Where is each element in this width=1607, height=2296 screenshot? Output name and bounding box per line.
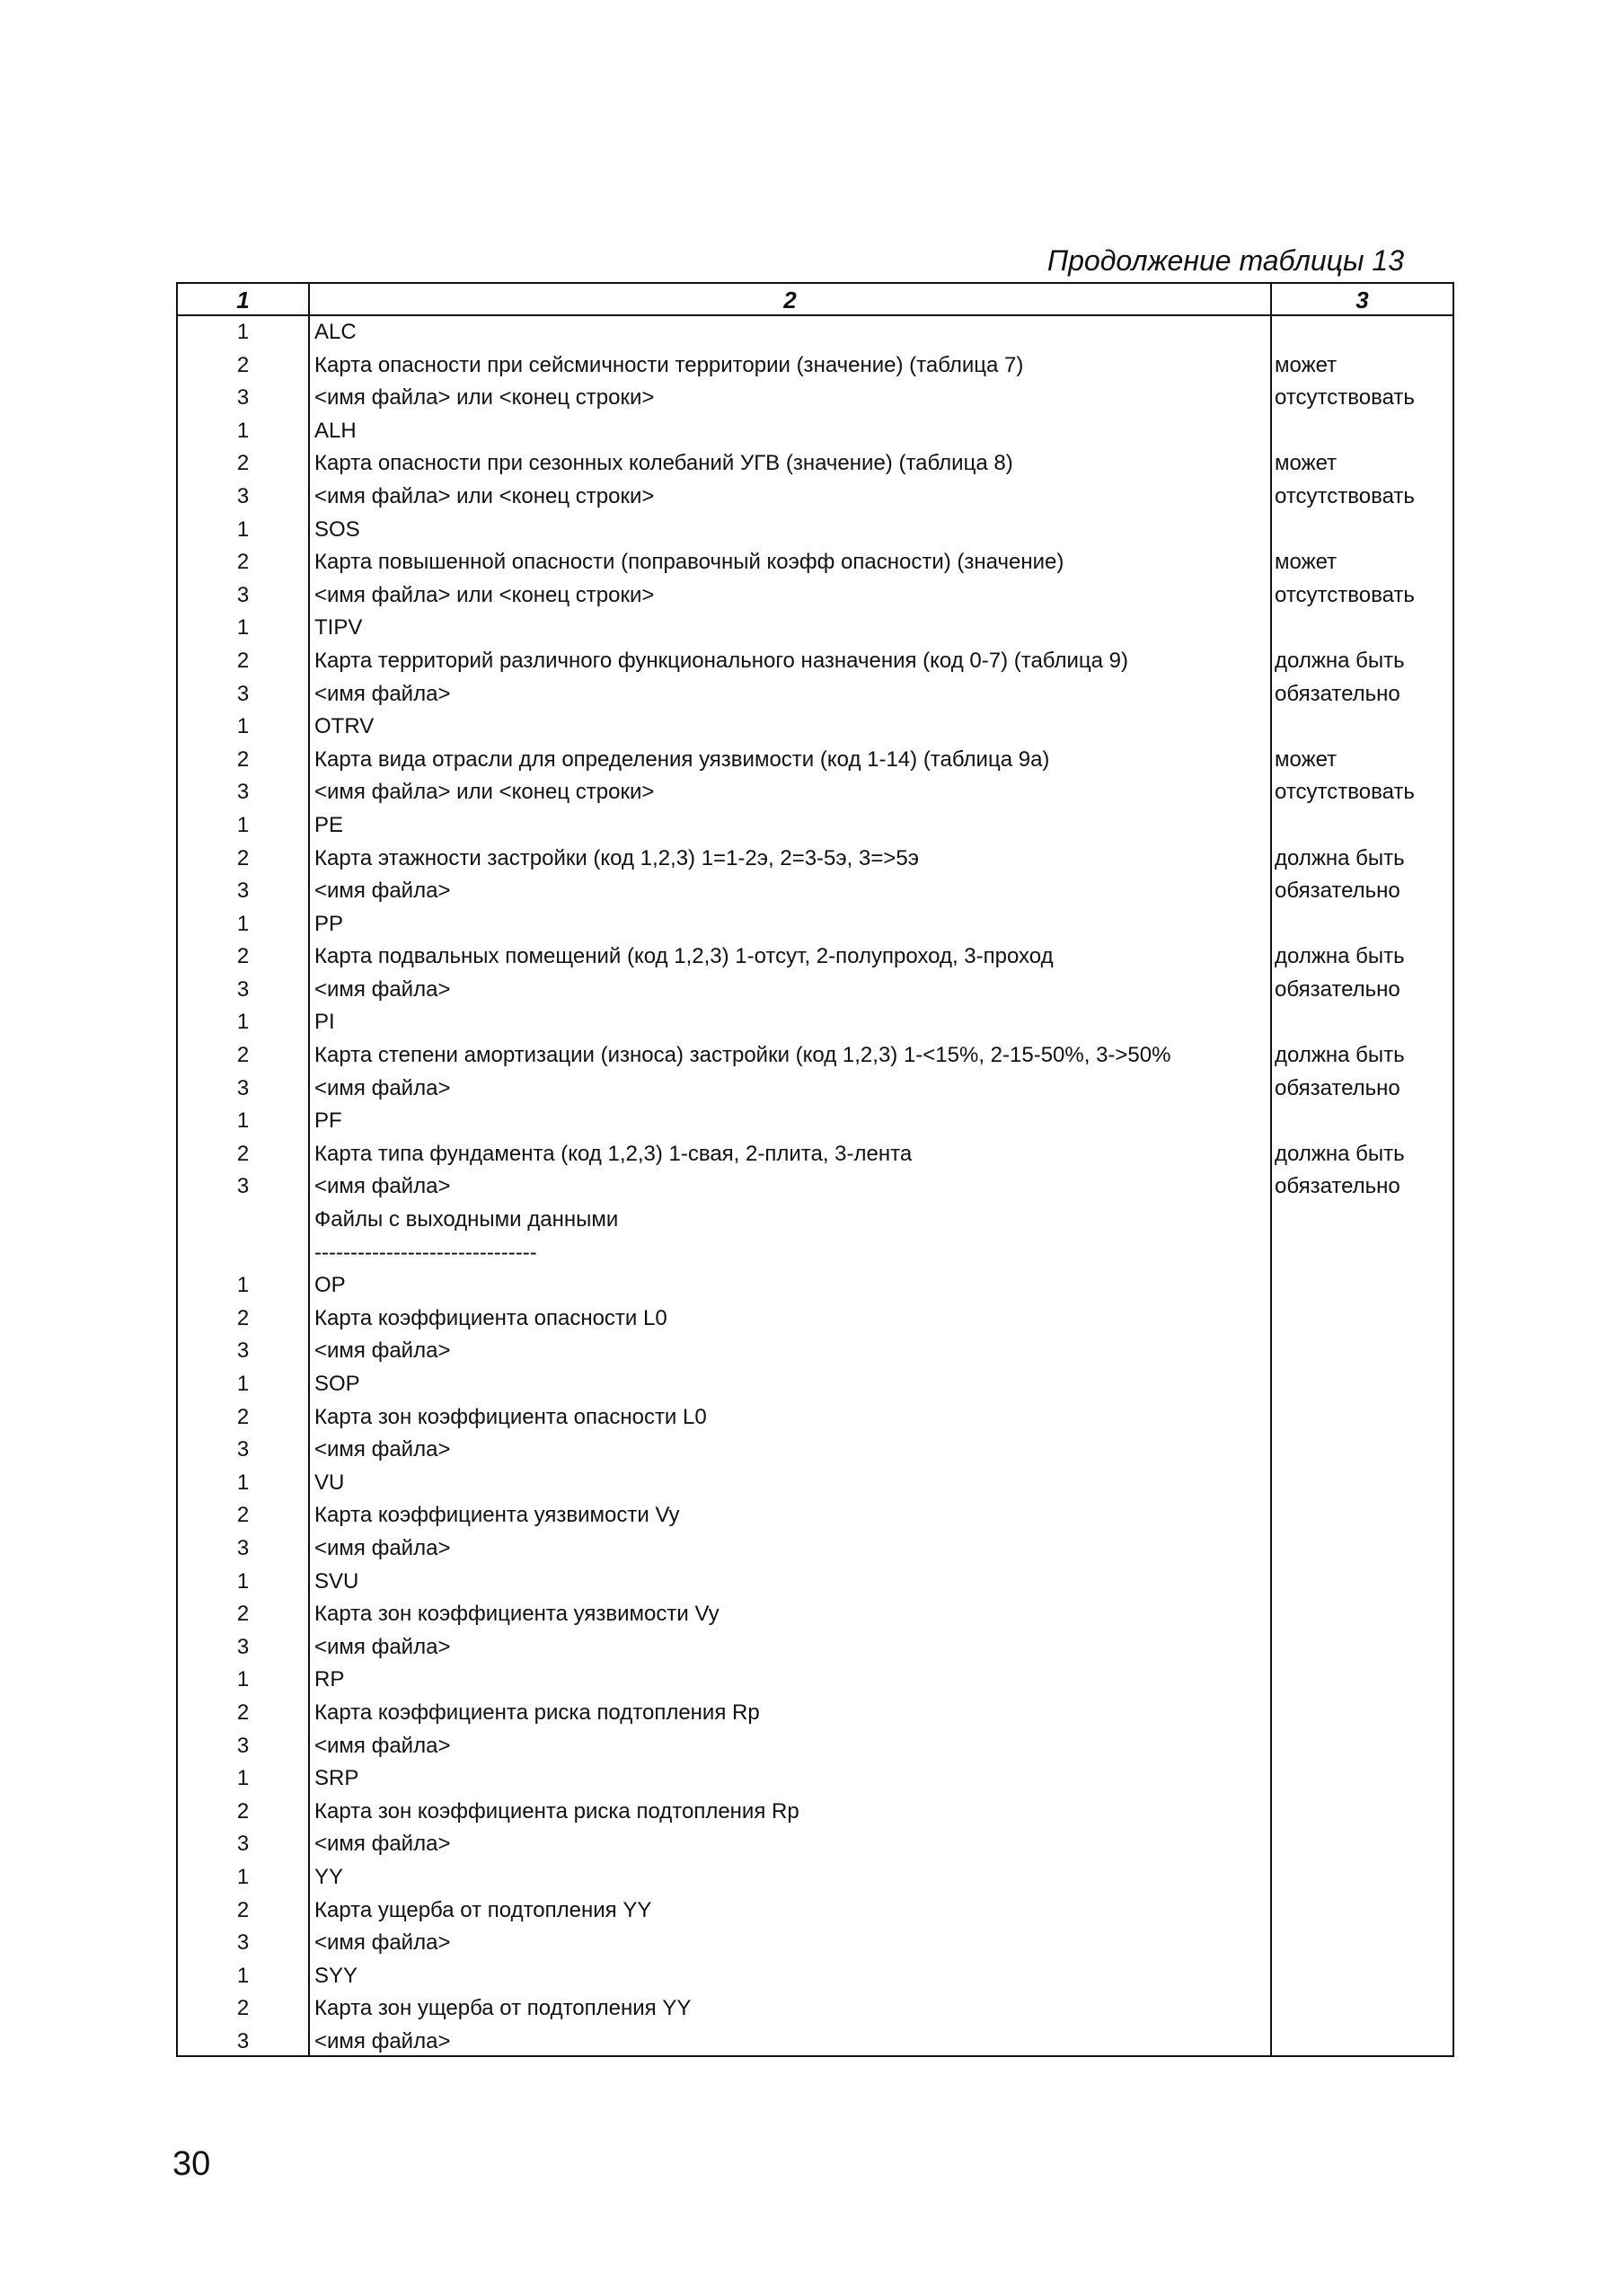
- table-row: [178, 843, 1452, 876]
- row-number: 3: [236, 1733, 250, 1758]
- table-caption: Продолжение таблицы 13: [1046, 244, 1404, 277]
- row-number: 2: [236, 1700, 250, 1725]
- table-row: [178, 1631, 1452, 1665]
- row-number: 3: [236, 681, 250, 706]
- row-description: Карта повышенной опасности (поправочный коэфф опасности) (значение): [314, 550, 1064, 575]
- row-description: Карта этажности застройки (код 1,2,3) 1=1-2э, 2=3-5э, 3=>5э: [314, 845, 919, 870]
- table-row: [178, 1467, 1452, 1500]
- row-number: 3: [236, 1930, 250, 1956]
- row-number: 2: [236, 845, 250, 870]
- table-row: [178, 316, 1452, 349]
- row-requirement: отсутствовать: [1275, 385, 1415, 411]
- table-body: [178, 316, 1452, 2058]
- table-row: [178, 1335, 1452, 1368]
- row-number: 1: [236, 418, 250, 443]
- row-description: ALC: [314, 320, 357, 344]
- table-row: [178, 1204, 1452, 1237]
- table-row: [178, 1566, 1452, 1599]
- row-description: SYY: [314, 1963, 358, 1988]
- row-requirement: может: [1275, 746, 1338, 772]
- row-description: Карта коэффициента риска подтопления Rp: [314, 1700, 760, 1725]
- table-row: [178, 514, 1452, 547]
- row-description: Карта зон ущерба от подтопления YY: [314, 1996, 692, 2021]
- row-description: <имя файла>: [314, 2028, 451, 2053]
- row-description: RP: [314, 1667, 345, 1692]
- row-number: 3: [236, 2028, 250, 2053]
- row-number: 3: [236, 1634, 250, 1659]
- row-description: <имя файла>: [314, 1535, 451, 1560]
- row-number: 1: [236, 812, 250, 837]
- table-row: [178, 1730, 1452, 1763]
- row-description: Карта зон коэффициента уязвимости Vy: [314, 1602, 720, 1627]
- table-row: [178, 1499, 1452, 1532]
- table-row: [178, 1006, 1452, 1039]
- row-number: 3: [236, 1535, 250, 1560]
- row-description: Карта территорий различного функционального назначения (код 0-7) (таблица 9): [314, 648, 1128, 673]
- table-row: [178, 1927, 1452, 1960]
- row-number: 3: [236, 879, 250, 904]
- row-requirement: может: [1275, 352, 1338, 377]
- table-row: [178, 875, 1452, 908]
- row-requirement: должна быть: [1275, 1141, 1405, 1166]
- row-number: 1: [236, 1667, 250, 1692]
- row-requirement: должна быть: [1275, 845, 1405, 870]
- row-description: <имя файла> или <конец строки>: [314, 385, 655, 411]
- table-row: [178, 447, 1452, 481]
- table-row: [178, 1598, 1452, 1631]
- data-table: [176, 282, 1454, 2057]
- row-description: <имя файла> или <конец строки>: [314, 582, 655, 607]
- table-row: [178, 645, 1452, 678]
- row-number: 2: [236, 648, 250, 673]
- row-number: 2: [236, 1043, 250, 1068]
- row-number: 1: [236, 517, 250, 542]
- row-description: Карта коэффициента опасности L0: [314, 1305, 667, 1330]
- row-description: YY: [314, 1864, 344, 1889]
- row-number: 1: [236, 615, 250, 640]
- row-description: Файлы с выходными данными: [314, 1207, 619, 1232]
- table-row: [178, 1992, 1452, 2026]
- table-row: [178, 349, 1452, 383]
- row-number: 2: [236, 944, 250, 969]
- row-number: 1: [236, 1864, 250, 1889]
- row-number: 3: [236, 1174, 250, 1199]
- row-description: <имя файла>: [314, 1338, 451, 1364]
- row-number: 3: [236, 483, 250, 508]
- row-description: <имя файла>: [314, 1832, 451, 1857]
- row-number: 1: [236, 911, 250, 936]
- row-description: <имя файла>: [314, 1437, 451, 1462]
- table-row: [178, 1039, 1452, 1073]
- row-requirement: может: [1275, 451, 1338, 476]
- row-description: OTRV: [314, 714, 375, 739]
- table-row: [178, 1828, 1452, 1861]
- row-number: 3: [236, 1075, 250, 1100]
- row-description: Карта вида отрасли для определения уязвимости (код 1-14) (таблица 9а): [314, 746, 1050, 772]
- row-description: SOP: [314, 1372, 360, 1396]
- row-number: 1: [236, 1372, 250, 1396]
- row-description: PF: [314, 1108, 342, 1134]
- row-number: 2: [236, 1798, 250, 1824]
- row-description: <имя файла>: [314, 1930, 451, 1956]
- table-row: [178, 382, 1452, 415]
- row-number: 2: [236, 451, 250, 476]
- table-row: [178, 1237, 1452, 1270]
- row-description: Карта опасности при сейсмичности территории (значение) (таблица 7): [314, 352, 1024, 377]
- table-row: [178, 908, 1452, 941]
- table-row: [178, 1170, 1452, 1204]
- row-description: <имя файла>: [314, 1733, 451, 1758]
- row-number: 1: [236, 714, 250, 739]
- row-number: 1: [236, 1766, 250, 1791]
- table-row: [178, 481, 1452, 514]
- table-row: [178, 1960, 1452, 1993]
- row-description: Карта типа фундамента (код 1,2,3) 1-свая, 2-плита, 3-лента: [314, 1141, 913, 1166]
- row-description: <имя файла>: [314, 1075, 451, 1100]
- row-description: -------------------------------: [314, 1240, 537, 1265]
- row-number: 1: [236, 1273, 250, 1298]
- row-description: VU: [314, 1470, 345, 1495]
- row-description: PI: [314, 1010, 335, 1035]
- row-requirement: обязательно: [1275, 681, 1400, 706]
- table-row: [178, 1105, 1452, 1138]
- row-description: SRP: [314, 1766, 359, 1791]
- table-row: [178, 1368, 1452, 1401]
- table-row: [178, 1303, 1452, 1336]
- table-row: [178, 2026, 1452, 2059]
- table-row: [178, 612, 1452, 645]
- page-number: 30: [172, 2145, 211, 2183]
- row-number: 2: [236, 352, 250, 377]
- row-description: SOS: [314, 517, 360, 542]
- row-number: 1: [236, 1470, 250, 1495]
- row-number: 1: [236, 1568, 250, 1594]
- row-requirement: может: [1275, 550, 1338, 575]
- table-row: [178, 1401, 1452, 1435]
- row-description: <имя файла>: [314, 976, 451, 1002]
- table-row: [178, 415, 1452, 448]
- table-row: [178, 1861, 1452, 1894]
- row-requirement: должна быть: [1275, 944, 1405, 969]
- row-number: 2: [236, 746, 250, 772]
- row-description: <имя файла>: [314, 1634, 451, 1659]
- row-requirement: обязательно: [1275, 879, 1400, 904]
- table-row: [178, 776, 1452, 809]
- row-description: Карта подвальных помещений (код 1,2,3) 1-отсут, 2-полупроход, 3-проход: [314, 944, 1054, 969]
- table-row: [178, 579, 1452, 613]
- row-number: 2: [236, 1404, 250, 1429]
- column-header-3: 3: [1355, 287, 1369, 313]
- row-requirement: обязательно: [1275, 1075, 1400, 1100]
- row-description: Карта зон коэффициента опасности L0: [314, 1404, 707, 1429]
- table-row: [178, 711, 1452, 744]
- table-row: [178, 1532, 1452, 1566]
- row-number: 2: [236, 1503, 250, 1528]
- table-row: [178, 1269, 1452, 1303]
- row-requirement: должна быть: [1275, 1043, 1405, 1068]
- row-description: <имя файла> или <конец строки>: [314, 780, 655, 805]
- table-row: [178, 974, 1452, 1007]
- row-requirement: обязательно: [1275, 976, 1400, 1002]
- row-description: Карта степени амортизации (износа) застройки (код 1,2,3) 1-<15%, 2-15-50%, 3->50%: [314, 1043, 1171, 1068]
- column-header-1: 1: [236, 287, 250, 313]
- row-description: SVU: [314, 1568, 359, 1594]
- table-row: [178, 1894, 1452, 1928]
- row-number: 1: [236, 1108, 250, 1134]
- row-number: 3: [236, 976, 250, 1002]
- row-description: Карта коэффициента уязвимости Vy: [314, 1503, 680, 1528]
- row-requirement: обязательно: [1275, 1174, 1400, 1199]
- row-description: OP: [314, 1273, 346, 1298]
- table-row: [178, 678, 1452, 711]
- row-number: 1: [236, 1010, 250, 1035]
- column-header-2: 2: [783, 287, 797, 313]
- table-row: [178, 1796, 1452, 1829]
- row-requirement: отсутствовать: [1275, 780, 1415, 805]
- table-row: [178, 809, 1452, 843]
- row-description: Карта зон коэффициента риска подтопления Rp: [314, 1798, 799, 1824]
- row-description: Карта опасности при сезонных колебаний УГВ (значение) (таблица 8): [314, 451, 1013, 476]
- table-row: [178, 1073, 1452, 1106]
- row-number: 2: [236, 1897, 250, 1922]
- row-number: 2: [236, 1602, 250, 1627]
- row-number: 2: [236, 1996, 250, 2021]
- row-description: <имя файла>: [314, 879, 451, 904]
- table-row: [178, 1664, 1452, 1697]
- row-description: <имя файла>: [314, 681, 451, 706]
- row-description: <имя файла>: [314, 1174, 451, 1199]
- table-row: [178, 1762, 1452, 1796]
- row-requirement: отсутствовать: [1275, 582, 1415, 607]
- table-row: [178, 546, 1452, 579]
- table-row: [178, 744, 1452, 777]
- row-number: 3: [236, 385, 250, 411]
- row-description: TIPV: [314, 615, 363, 640]
- row-number: 2: [236, 550, 250, 575]
- row-number: 2: [236, 1305, 250, 1330]
- row-number: 1: [236, 320, 250, 344]
- row-number: 1: [236, 1963, 250, 1988]
- row-number: 3: [236, 1338, 250, 1364]
- row-number: 3: [236, 780, 250, 805]
- row-requirement: должна быть: [1275, 648, 1405, 673]
- row-description: PP: [314, 911, 344, 936]
- row-description: <имя файла> или <конец строки>: [314, 483, 655, 508]
- row-requirement: отсутствовать: [1275, 483, 1415, 508]
- table-row: [178, 940, 1452, 974]
- row-number: 2: [236, 1141, 250, 1166]
- row-number: 3: [236, 1437, 250, 1462]
- row-description: Карта ущерба от подтопления YY: [314, 1897, 652, 1922]
- row-description: ALH: [314, 418, 357, 443]
- row-number: 3: [236, 582, 250, 607]
- row-number: 3: [236, 1832, 250, 1857]
- row-description: PE: [314, 812, 344, 837]
- table-row: [178, 1697, 1452, 1730]
- table-row: [178, 1434, 1452, 1467]
- table-row: [178, 1138, 1452, 1171]
